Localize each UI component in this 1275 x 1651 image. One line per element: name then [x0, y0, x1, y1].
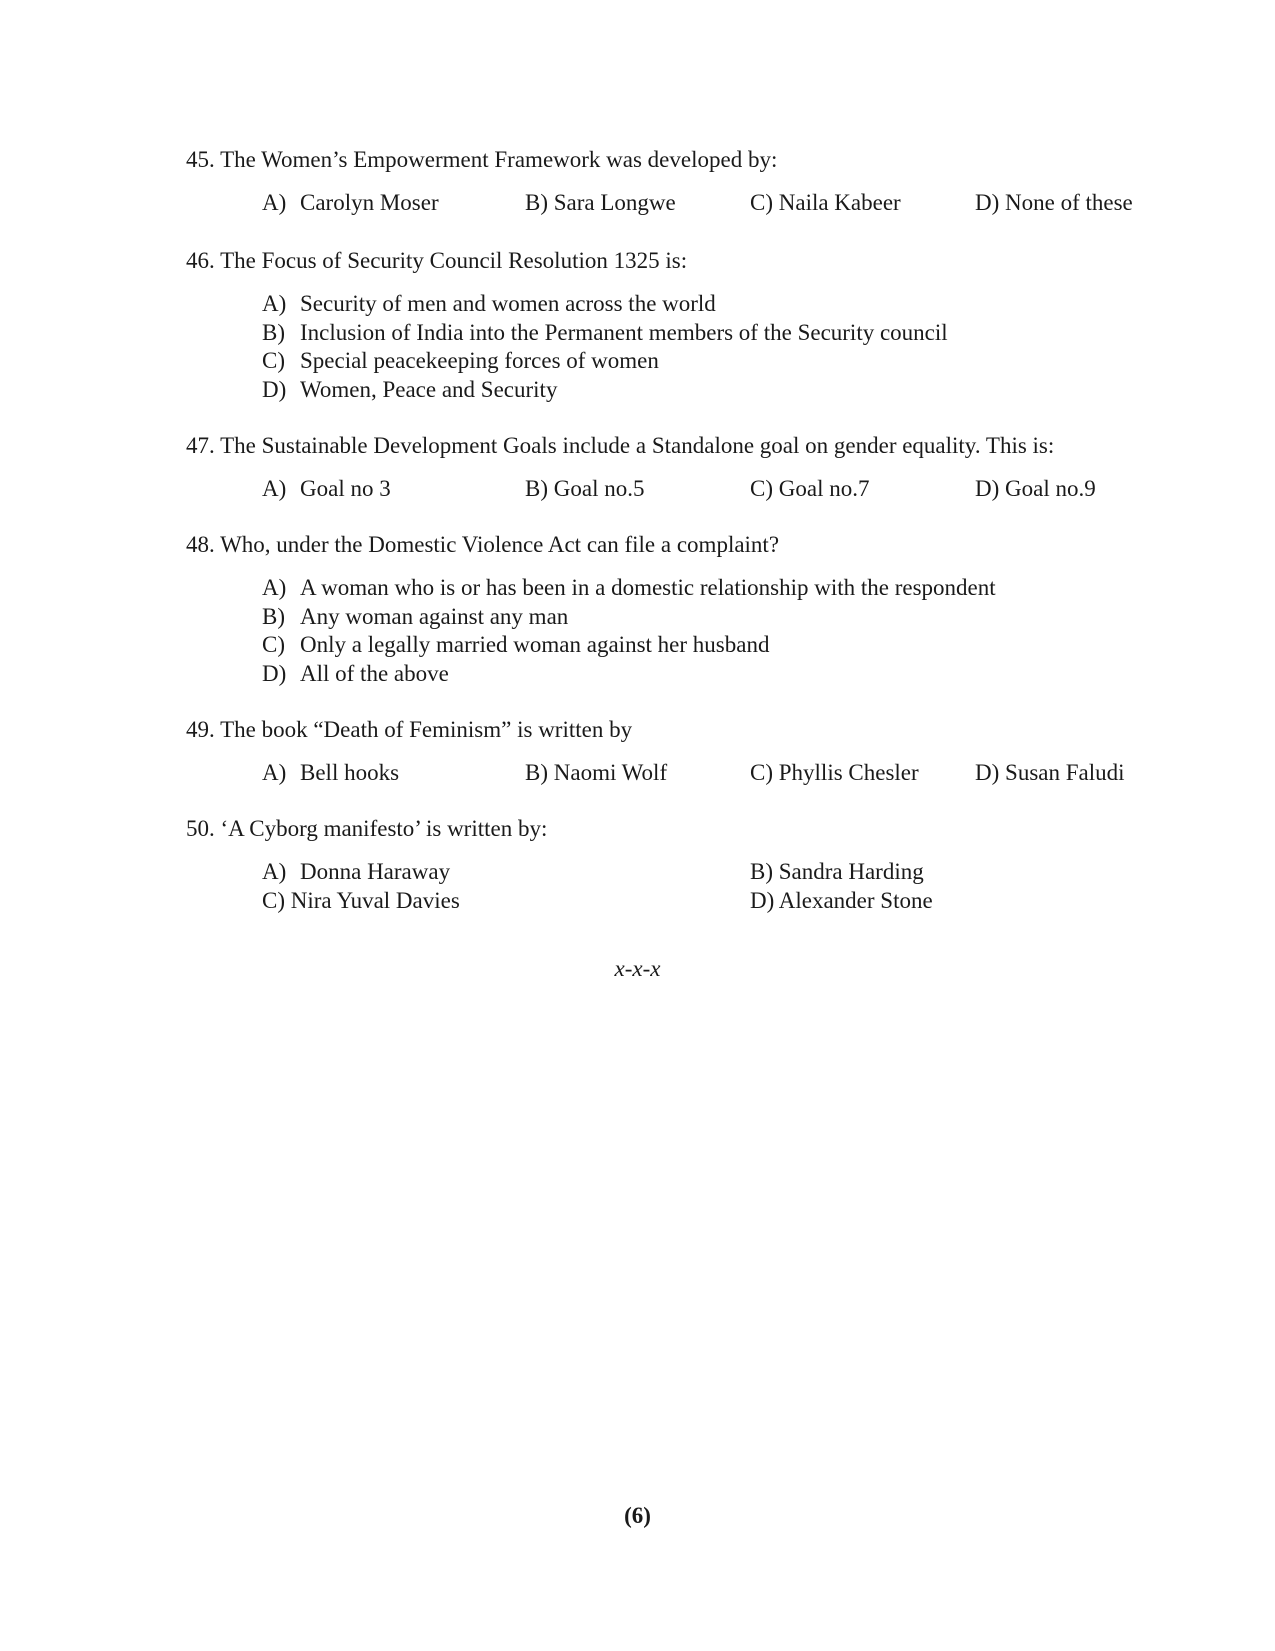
q46-option-c: C) Special peacekeeping forces of women	[262, 348, 659, 373]
q49-option-c: C) Phyllis Chesler	[750, 760, 919, 785]
q48-option-d: D) All of the above	[262, 661, 449, 686]
question-48: 48. Who, under the Domestic Violence Act can file a complaint?	[186, 532, 780, 557]
q46-option-b: B) Inclusion of India into the Permanent members of the Security council	[262, 320, 948, 345]
q50-option-c: C) Nira Yuval Davies	[262, 888, 460, 913]
q45-option-b: B) Sara Longwe	[525, 190, 676, 215]
page-number: (6)	[624, 1503, 651, 1528]
question-46: 46. The Focus of Security Council Resolution 1325 is:	[186, 248, 688, 273]
question-50: 50. ‘A Cyborg manifesto’ is written by:	[186, 816, 548, 841]
q45-option-a: A) Carolyn Moser	[262, 190, 439, 215]
q48-option-b: B) Any woman against any man	[262, 604, 569, 629]
q47-option-a: A) Goal no 3	[262, 476, 391, 501]
q49-option-d: D) Susan Faludi	[975, 760, 1125, 785]
q50-option-b: B) Sandra Harding	[750, 859, 924, 884]
question-49: 49. The book “Death of Feminism” is written by	[186, 717, 633, 742]
q45-option-d: D) None of these	[975, 190, 1133, 215]
q47-option-b: B) Goal no.5	[525, 476, 645, 501]
question-45: 45. The Women’s Empowerment Framework was developed by:	[186, 147, 778, 172]
q47-option-c: C) Goal no.7	[750, 476, 870, 501]
q50-option-d: D) Alexander Stone	[750, 888, 933, 913]
q45-option-c: C) Naila Kabeer	[750, 190, 901, 215]
q48-option-c: C) Only a legally married woman against her husband	[262, 632, 770, 657]
question-47: 47. The Sustainable Development Goals include a Standalone goal on gender equality. This is:	[186, 433, 1055, 458]
q46-option-d: D) Women, Peace and Security	[262, 377, 558, 402]
q49-option-a: A) Bell hooks	[262, 760, 400, 785]
end-mark: x-x-x	[614, 956, 661, 981]
q46-option-a: A) Security of men and women across the world	[262, 291, 716, 316]
q48-option-a: A) A woman who is or has been in a domestic relationship with the respondent	[262, 575, 996, 600]
q49-option-b: B) Naomi Wolf	[525, 760, 668, 785]
q50-option-a: A) Donna Haraway	[262, 859, 451, 884]
q47-option-d: D) Goal no.9	[975, 476, 1096, 501]
